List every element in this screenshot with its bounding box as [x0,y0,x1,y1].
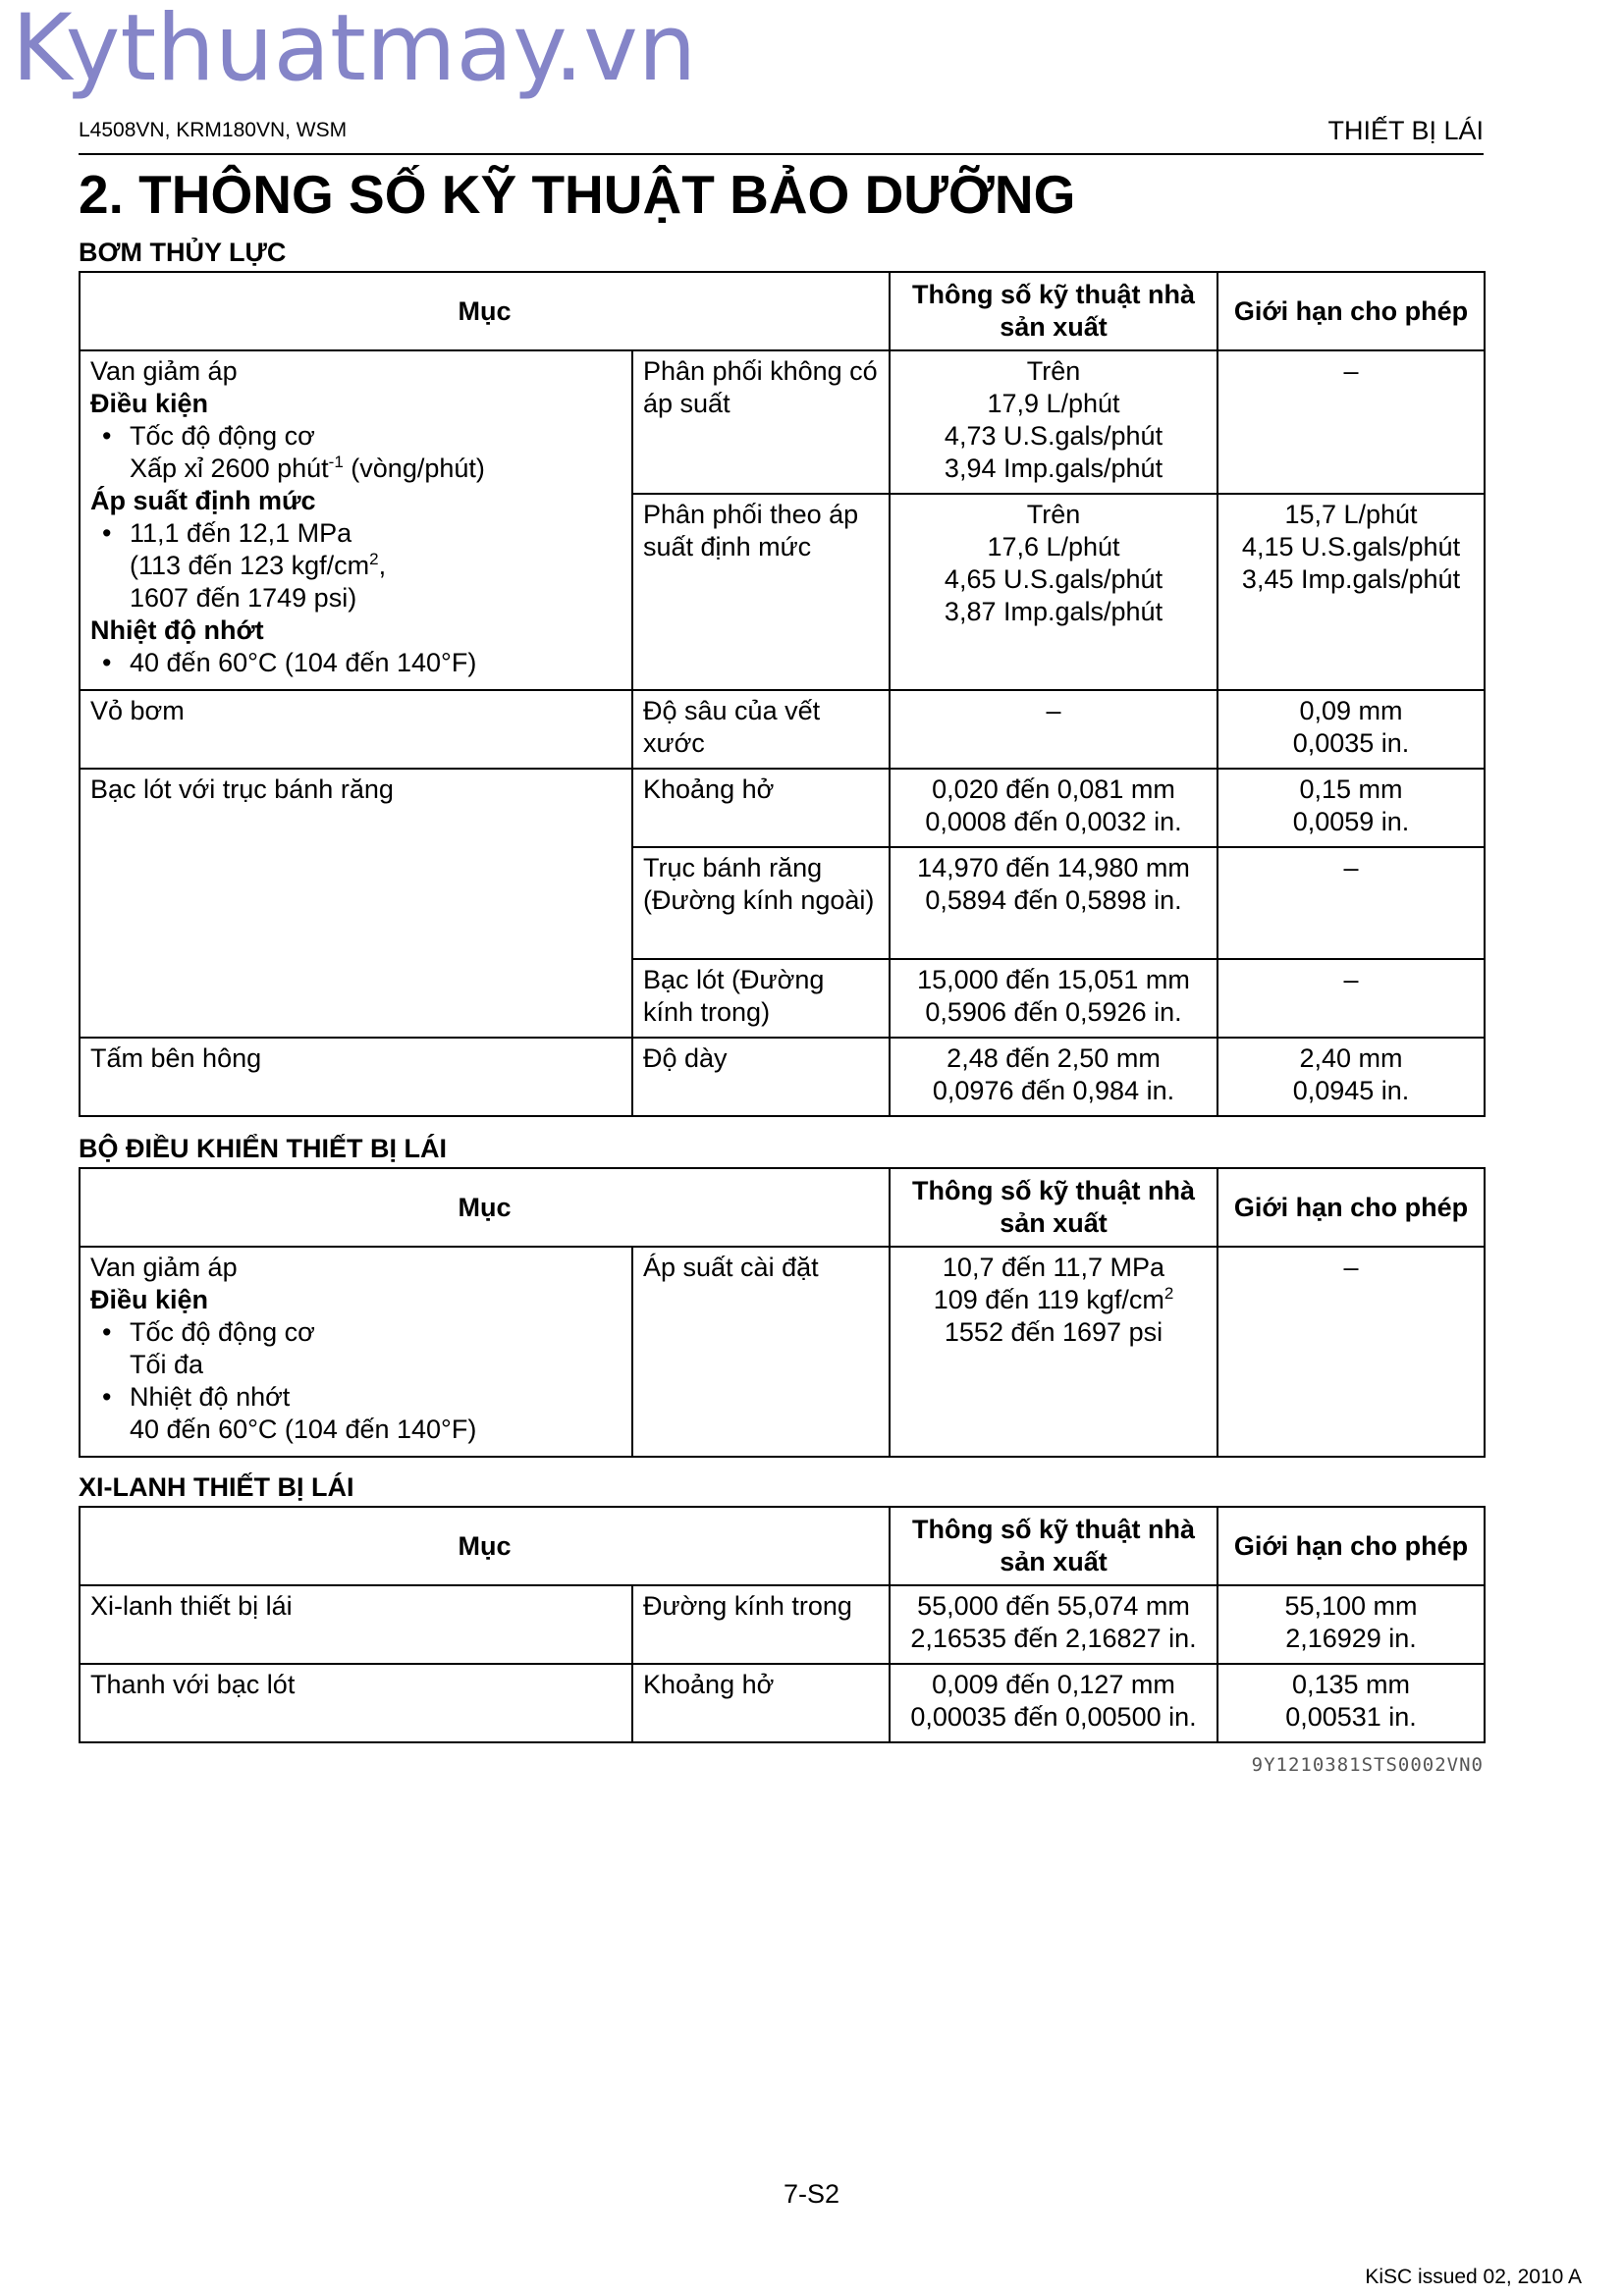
item-label: Xi-lanh thiết bị lái [80,1585,632,1664]
engine-speed-label: • Tốc độ động cơ [90,1316,622,1349]
spec-value: 14,970 đến 14,980 mm 0,5894 đến 0,5898 in. [890,847,1217,959]
limit-value: – [1217,1247,1485,1457]
section-title-steering-controller: BỘ ĐIỀU KHIỂN THIẾT BỊ LÁI [79,1134,448,1163]
hydraulic-pump-table [79,271,1486,1117]
limit-value: 0,135 mm 0,00531 in. [1217,1664,1485,1742]
item-label: Bạc lót với trục bánh răng [80,769,632,1038]
sub-item: Độ sâu của vết xước [632,690,890,769]
relief-valve-cell [80,350,632,690]
spec-value: 55,000 đến 55,074 mm 2,16535 đến 2,16827 in. [890,1585,1217,1664]
header-item: Mục [80,1168,890,1247]
table-header-row [80,1507,1485,1585]
engine-speed-value: Xấp xỉ 2600 phút$^{-1}$ (vòng/phút) [130,453,485,483]
limit-value: 0,09 mm 0,0035 in. [1217,690,1485,769]
spec-value: Trên 17,9 L/phút 4,73 U.S.gals/phút 3,94 Imp.gals/phút [890,350,1217,494]
oil-temp-value: 40 đến 60°C (104 đến 140°F) [130,1415,477,1444]
rated-pressure-mpa: • 11,1 đến 12,1 MPa [90,517,622,550]
table-row [80,1247,1485,1457]
engine-speed-label: • Tốc độ động cơ [90,420,622,453]
header-divider [79,153,1484,155]
oil-temp-value: • 40 đến 60°C (104 đến 140°F) [90,647,622,679]
limit-value: – [1217,959,1485,1038]
table-header-row [80,1168,1485,1247]
item-label: Tấm bên hông [80,1038,632,1116]
rated-pressure-psi: 1607 đến 1749 psi) [130,583,357,613]
limit-value: 2,40 mm 0,0945 in. [1217,1038,1485,1116]
sub-item: Khoảng hở [632,769,890,847]
header-spec: Thông số kỹ thuật nhà sản xuất [890,1507,1217,1585]
spec-value: 0,020 đến 0,081 mm 0,0008 đến 0,0032 in. [890,769,1217,847]
spec-value: 10,7 đến 11,7 MPa 109 đến 119 kgf/$cm^2$ 1552 đến 1697 psi [890,1247,1217,1457]
spec-value: 2,48 đến 2,50 mm 0,0976 đến 0,984 in. [890,1038,1217,1116]
page-title: 2. THÔNG SỐ KỸ THUẬT BẢO DƯỠNG [79,164,1076,225]
header-spec: Thông số kỹ thuật nhà sản xuất [890,1168,1217,1247]
document-code: 9Y1210381STS0002VN0 [1251,1754,1484,1776]
rated-pressure-kgf: (113 đến 123 kgf/$cm^2$, [130,550,387,580]
sub-item: Phân phối theo áp suất định mức [632,494,890,690]
limit-value: – [1217,847,1485,959]
spec-value: – [890,690,1217,769]
table-row [80,1038,1485,1116]
header-limit: Giới hạn cho phép [1217,1507,1485,1585]
page-number: 7-S2 [783,2179,840,2209]
header-limit: Giới hạn cho phép [1217,1168,1485,1247]
header-limit: Giới hạn cho phép [1217,272,1485,350]
table-row [80,1664,1485,1742]
spec-value: Trên 17,6 L/phút 4,65 U.S.gals/phút 3,87 Imp.gals/phút [890,494,1217,690]
table-header-row [80,272,1485,350]
sub-item: Phân phối không có áp suất [632,350,890,494]
item-label: Vỏ bơm [80,690,632,769]
section-title-hydraulic-pump: BƠM THỦY LỰC [79,238,287,267]
limit-value: – [1217,350,1485,494]
sub-item: Khoảng hở [632,1664,890,1742]
header-chapter-title: THIẾT BỊ LÁI [1327,116,1484,145]
oil-temp-title: Nhiệt độ nhớt [90,615,264,645]
header-item: Mục [80,1507,890,1585]
item-label: Van giảm áp [90,1253,238,1282]
watermark-logo: Kythuatmay.vn [12,0,697,102]
steering-cylinder-table [79,1506,1486,1743]
engine-speed-value: Tối đa [130,1350,204,1379]
condition-title: Điều kiện [90,389,209,418]
sub-item: Trục bánh răng (Đường kính ngoài) [632,847,890,959]
item-label: Thanh với bạc lót [80,1664,632,1742]
sub-item: Đường kính trong [632,1585,890,1664]
header-item: Mục [80,272,890,350]
header-model-list: L4508VN, KRM180VN, WSM [79,119,348,141]
sub-item: Độ dày [632,1038,890,1116]
limit-value: 15,7 L/phút 4,15 U.S.gals/phút 3,45 Imp.gals/phút [1217,494,1485,690]
oil-temp-label: • Nhiệt độ nhớt [90,1381,622,1414]
spec-value: 0,009 đến 0,127 mm 0,00035 đến 0,00500 in. [890,1664,1217,1742]
item-label: Van giảm áp [90,356,238,386]
rated-pressure-title: Áp suất định mức [90,486,316,515]
footer-issue-note: KiSC issued 02, 2010 A [1365,2266,1582,2288]
table-row [80,350,1485,494]
table-row [80,769,1485,847]
spec-value: 15,000 đến 15,051 mm 0,5906 đến 0,5926 in. [890,959,1217,1038]
condition-title: Điều kiện [90,1285,209,1314]
steering-controller-table [79,1167,1486,1458]
section-title-steering-cylinder: XI-LANH THIẾT BỊ LÁI [79,1472,354,1502]
table-row [80,1585,1485,1664]
table-row [80,690,1485,769]
header-spec: Thông số kỹ thuật nhà sản xuất [890,272,1217,350]
limit-value: 0,15 mm 0,0059 in. [1217,769,1485,847]
limit-value: 55,100 mm 2,16929 in. [1217,1585,1485,1664]
relief-valve-cell [80,1247,632,1457]
sub-item: Áp suất cài đặt [632,1247,890,1457]
sub-item: Bạc lót (Đường kính trong) [632,959,890,1038]
